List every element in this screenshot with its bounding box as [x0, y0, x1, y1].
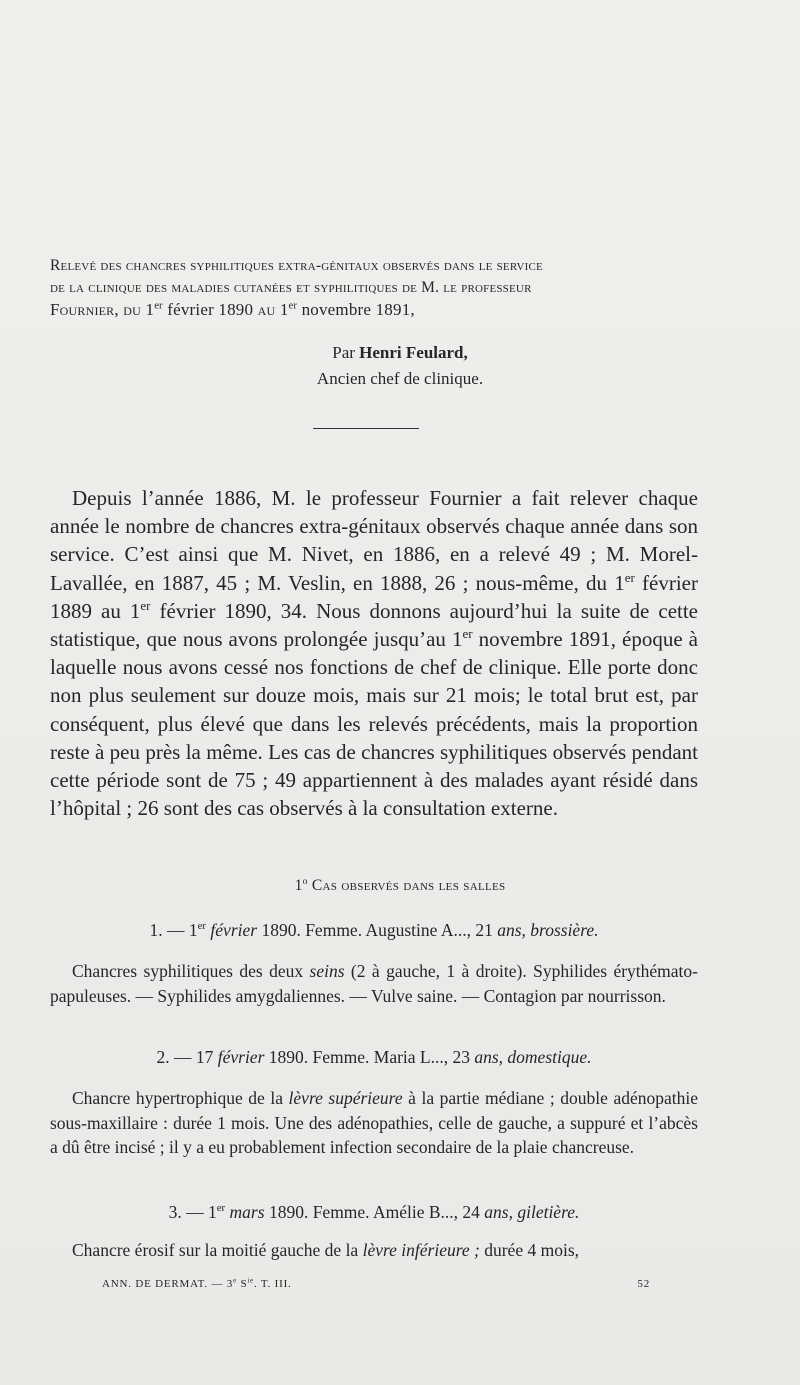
case-title: 2. — 17 février 1890. Femme. Maria L..., 23 ans, domestique. [156, 1047, 592, 1067]
heading-author-name: Fournier, [50, 300, 119, 319]
case-entry [50, 1045, 698, 1160]
page-number: 52 [637, 1278, 650, 1290]
intro-paragraph: Depuis l’année 1886, M. le professeur Fournier a fait relever chaque année le nombre de chancres extra-génitaux observés chaque année dans son service. C’est ainsi que M. Nivet, en 1886, en a relevé 49 ; M. Morel-Lavallée, en 1887, 45 ; M. Veslin, en 1888, 26 ; nous-même, du 1er février 1889 au 1er février 1890, 34. Nous donnons aujourd’hui la suite de cette statistique, que nous avons prolongée jusqu’au 1er novembre 1891, époque à laquelle nous avons cessé nos fonctions de chef de clinique. Elle porte donc non plus seulement sur douze mois, mais sur 21 mois; le total brut est, par conséquent, plus élevé que dans les relevés précédents, mais la proportion reste à peu près la même. Les cas de chancres syphilitiques observés pendant cette période sont de 75 ; 49 appartiennent à des malades ayant résidé dans l’hôpital ; 26 sont des cas observés à la consultation externe. [50, 486, 699, 821]
journal-reference: ANN. DE DERMAT. — 3e $S^{ie}$. T. III. [102, 1277, 292, 1290]
separator-rule [313, 428, 419, 429]
section-title: 1$^o$ Cas observés dans les salles [294, 875, 506, 894]
case-description: Chancres syphilitiques des deux seins (2 à gauche, 1 à droite). Syphilides érythémato-papuleuses. — Syphilides amygdaliennes. — Vulve saine. — Contagion par nourrisson. [50, 961, 698, 1006]
case-entry [50, 1200, 698, 1263]
case-title: 1. — 1er février 1890. Femme. Augustine A..., 21 ans, brossière. [149, 920, 599, 940]
case-description: Chancre érosif sur la moitié gauche de la lèvre inférieure ; durée 4 mois, [72, 1240, 580, 1260]
article-heading [50, 255, 750, 321]
case-title: 3. — 1er mars 1890. Femme. Amélie B..., 24 ans, giletière. [168, 1202, 580, 1222]
author-name: Henri Feulard, [359, 343, 468, 362]
byline [0, 340, 800, 392]
heading-line-2: de la clinique des maladies cutanées et syphilitiques de M. le professeur [50, 279, 532, 296]
case-entry [50, 918, 698, 1008]
heading-line-3: Fournier, du 1er février 1890 au 1er novembre 1891, [50, 300, 415, 319]
author-line: Par Henri Feulard, [332, 343, 468, 362]
case-description: Chancre hypertrophique de la lèvre supérieure à la partie médiane ; double adénopathie sous-maxillaire : durée 1 mois. Une des adénopathies, celle de gauche, a suppuré et l’abcès a dû être incisé ; il y a eu probablement infection secondaire de la plaie chancreuse. [50, 1088, 698, 1157]
author-role: Ancien chef de clinique. [316, 369, 484, 388]
heading-line-1: Relevé des chancres syphilitiques extra-génitaux observés dans le service [50, 257, 543, 274]
